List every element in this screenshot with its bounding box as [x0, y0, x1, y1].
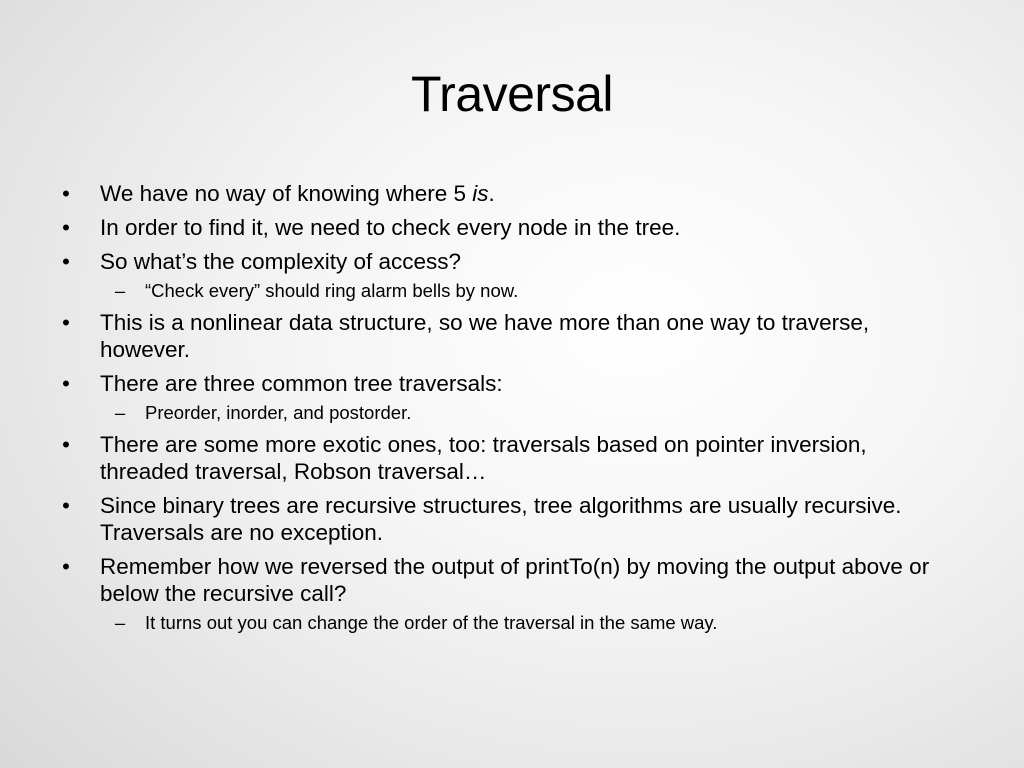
bullet-icon: • — [62, 493, 70, 518]
dash-icon: – — [114, 402, 126, 423]
bullet-icon: • — [62, 181, 70, 206]
list-item-text: We have no way of knowing where 5 — [100, 181, 473, 206]
list-item — [56, 370, 946, 397]
bullet-icon: • — [62, 249, 70, 274]
bullet-icon: • — [62, 215, 70, 240]
list-item — [56, 248, 946, 275]
list-item — [56, 431, 946, 485]
list-item — [56, 309, 946, 363]
list-item-text: There are some more exotic ones, too: traversals based on pointer inversion, threaded traversal, Robson traversal… — [100, 432, 867, 484]
bullet-icon: • — [62, 432, 70, 457]
bullet-list — [56, 180, 946, 641]
list-item-text: In order to find it, we need to check every node in the tree. — [100, 215, 681, 240]
list-item-text: Since binary trees are recursive structures, tree algorithms are usually recursive. Traversals are no exception. — [100, 493, 902, 545]
slide-title: Traversal — [410, 66, 614, 122]
sub-list-item — [56, 279, 946, 303]
list-item-text: Remember how we reversed the output of printTo(n) by moving the output above or below the recursive call? — [100, 554, 930, 606]
list-item-emphasis: is — [472, 181, 489, 206]
sub-list-item-text: Preorder, inorder, and postorder. — [145, 402, 412, 423]
sub-list-item — [56, 611, 946, 635]
bullet-icon: • — [62, 371, 70, 396]
sub-list-item-text: It turns out you can change the order of the traversal in the same way. — [145, 612, 718, 633]
dash-icon: – — [114, 612, 126, 633]
bullet-icon: • — [62, 554, 70, 579]
sub-list-item — [56, 401, 946, 425]
list-item-text: There are three common tree traversals: — [100, 371, 503, 396]
list-item-text: This is a nonlinear data structure, so we have more than one way to traverse, however. — [100, 310, 870, 362]
list-item — [56, 214, 946, 241]
list-item — [56, 492, 946, 546]
list-item-text-tail: . — [488, 181, 495, 206]
list-item — [56, 553, 946, 607]
dash-icon: – — [114, 280, 126, 301]
bullet-icon: • — [62, 310, 70, 335]
list-item-text: So what’s the complexity of access? — [100, 249, 462, 274]
list-item — [56, 180, 946, 207]
sub-list-item-text: “Check every” should ring alarm bells by now. — [145, 280, 519, 301]
